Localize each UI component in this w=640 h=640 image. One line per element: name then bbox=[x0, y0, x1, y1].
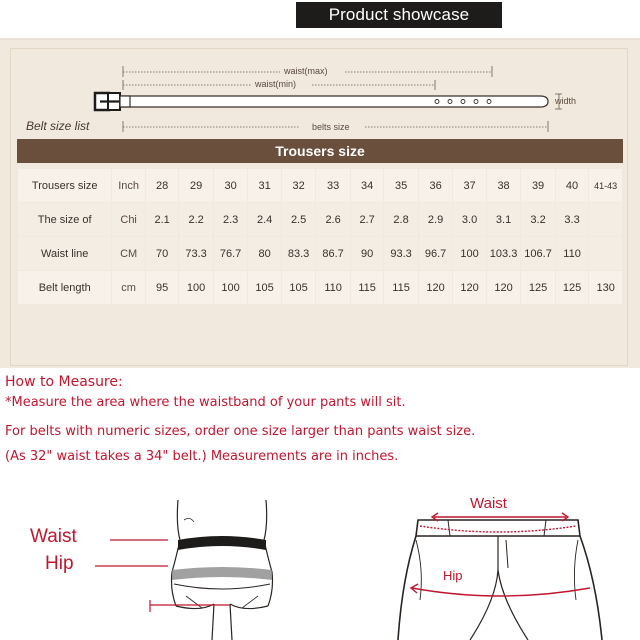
table-cell: 2.3 bbox=[213, 203, 248, 237]
table-cell: 28 bbox=[145, 169, 178, 203]
table-cell: 130 bbox=[589, 271, 623, 305]
table-cell: 39 bbox=[521, 169, 556, 203]
table-cell: 120 bbox=[453, 271, 486, 305]
table-cell: 41-43 bbox=[589, 169, 623, 203]
row-unit: Chi bbox=[112, 203, 145, 237]
body-waist-band bbox=[178, 536, 266, 550]
body-hip-band bbox=[172, 567, 272, 580]
row-unit: Inch bbox=[112, 169, 145, 203]
table-cell: 33 bbox=[316, 169, 351, 203]
table-cell: 105 bbox=[281, 271, 316, 305]
table-cell: 2.6 bbox=[316, 203, 351, 237]
table-cell: 37 bbox=[453, 169, 486, 203]
table-cell: 110 bbox=[316, 271, 351, 305]
table-cell: 96.7 bbox=[418, 237, 453, 271]
row-unit: CM bbox=[112, 237, 145, 271]
body-waist-label: Waist bbox=[30, 526, 77, 547]
table-cell: 30 bbox=[213, 169, 248, 203]
table-cell: 100 bbox=[453, 237, 486, 271]
table-cell: 2.9 bbox=[418, 203, 453, 237]
table-cell: 2.5 bbox=[281, 203, 316, 237]
table-cell: 120 bbox=[418, 271, 453, 305]
body-hip-label: Hip bbox=[45, 553, 74, 574]
table-cell: 73.3 bbox=[179, 237, 214, 271]
table-cell: 115 bbox=[350, 271, 383, 305]
pants-hip-measure bbox=[411, 584, 590, 596]
instruction-line-1: *Measure the area where the waistband of your pants will sit. bbox=[5, 395, 406, 410]
table-cell: 90 bbox=[350, 237, 383, 271]
table-cell: 34 bbox=[350, 169, 383, 203]
trousers-size-band: Trousers size bbox=[17, 139, 623, 163]
waist-max-label: waist(max) bbox=[284, 66, 328, 76]
table-cell: 103.3 bbox=[486, 237, 521, 271]
table-cell: 105 bbox=[248, 271, 281, 305]
row-label: Trousers size bbox=[18, 169, 112, 203]
belts-size-label: belts size bbox=[312, 122, 350, 132]
table-cell: 125 bbox=[555, 271, 588, 305]
table-cell: 93.3 bbox=[384, 237, 419, 271]
table-cell: 100 bbox=[179, 271, 214, 305]
row-label-waist-line: Waist line bbox=[18, 237, 112, 271]
table-cell: 2.8 bbox=[384, 203, 419, 237]
instruction-line-2: For belts with numeric sizes, order one size larger than pants waist size. bbox=[5, 424, 476, 439]
pants-hip-label: Hip bbox=[443, 568, 463, 583]
instruction-line-3: (As 32" waist takes a 34" belt.) Measurements are in inches. bbox=[5, 449, 399, 464]
table-cell: 36 bbox=[418, 169, 453, 203]
table-cell: 86.7 bbox=[316, 237, 351, 271]
table-cell: 38 bbox=[486, 169, 521, 203]
table-cell: 3.0 bbox=[453, 203, 486, 237]
row-label: Belt length bbox=[18, 271, 112, 305]
how-to-measure-heading: How to Measure: bbox=[5, 374, 123, 390]
table-cell: 2.1 bbox=[145, 203, 178, 237]
table-cell: 3.3 bbox=[555, 203, 588, 237]
pants-waist-measure bbox=[420, 513, 576, 532]
table-cell: 31 bbox=[248, 169, 281, 203]
pants-figure-icon bbox=[398, 520, 602, 640]
table-cell: 35 bbox=[384, 169, 419, 203]
table-cell: 76.7 bbox=[213, 237, 248, 271]
row-unit: cm bbox=[112, 271, 145, 305]
table-cell: 70 bbox=[145, 237, 178, 271]
table-cell: 29 bbox=[179, 169, 214, 203]
table-cell: 32 bbox=[281, 169, 316, 203]
table-cell: 2.7 bbox=[350, 203, 383, 237]
width-label: width bbox=[555, 96, 577, 106]
table-cell: 2.4 bbox=[248, 203, 281, 237]
table-cell: 110 bbox=[555, 237, 588, 271]
table-cell: 3.2 bbox=[521, 203, 556, 237]
table-cell: 100 bbox=[213, 271, 248, 305]
pants-waist-label: Waist bbox=[470, 495, 507, 512]
table-cell: 80 bbox=[248, 237, 281, 271]
table-cell: 106.7 bbox=[521, 237, 556, 271]
table-cell: 2.2 bbox=[179, 203, 214, 237]
table-cell: 120 bbox=[486, 271, 521, 305]
belt-size-list-label: Belt size list bbox=[26, 119, 90, 133]
table-cell: 83.3 bbox=[281, 237, 316, 271]
table-cell: 115 bbox=[384, 271, 419, 305]
table-cell: 125 bbox=[521, 271, 556, 305]
table-cell: 95 bbox=[145, 271, 178, 305]
waist-min-label: waist(min) bbox=[255, 79, 297, 89]
product-showcase-title: Product showcase bbox=[296, 2, 502, 28]
row-label-size-of: The size of bbox=[18, 203, 112, 237]
table-cell: 40 bbox=[555, 169, 588, 203]
table-cell: 3.1 bbox=[486, 203, 521, 237]
